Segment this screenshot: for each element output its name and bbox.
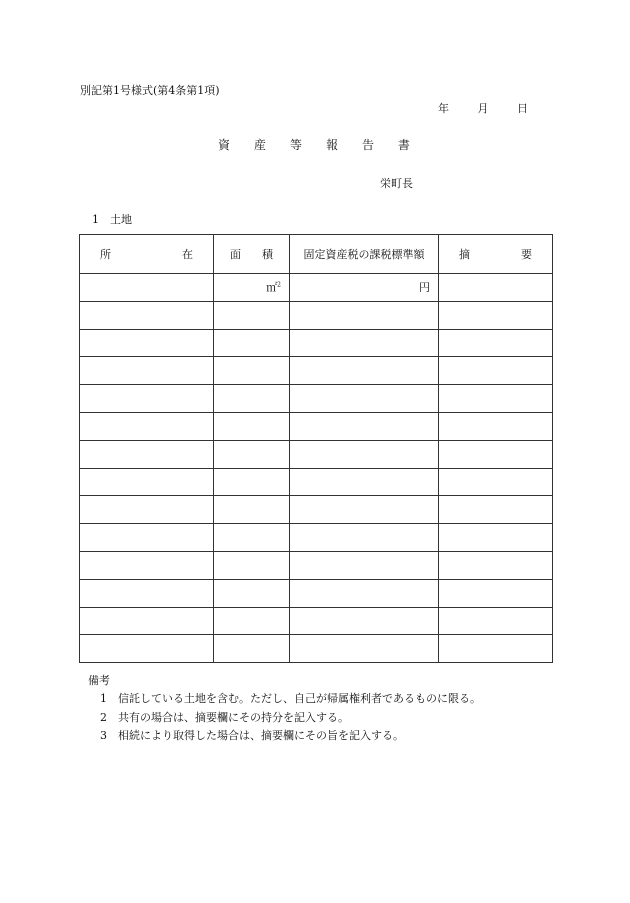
remarks-cell[interactable] — [439, 385, 553, 413]
header-area-char: 積 — [262, 248, 273, 261]
section-heading — [92, 211, 132, 227]
header-tax-base: 固定資産税の課税標準額 — [290, 235, 439, 274]
table-row — [80, 468, 553, 496]
date-year-label: 年 — [438, 102, 449, 115]
table-row — [80, 412, 553, 440]
form-identifier: 別記第1号様式(第4条第1項) — [80, 84, 220, 97]
area-cell[interactable] — [214, 412, 290, 440]
remarks-cell[interactable] — [439, 357, 553, 385]
title-char: 書 — [397, 138, 410, 152]
table-row — [80, 301, 553, 329]
addressee: 栄町長 — [380, 177, 413, 190]
header-remarks — [439, 235, 553, 274]
location-cell[interactable] — [80, 496, 214, 524]
date-month-label: 月 — [477, 102, 489, 115]
location-cell[interactable] — [80, 635, 214, 663]
location-cell[interactable] — [80, 385, 214, 413]
location-cell[interactable] — [80, 274, 214, 302]
table-row — [80, 635, 553, 663]
tax-base-cell[interactable] — [290, 274, 439, 302]
note-number: 2 — [100, 710, 107, 724]
tax-base-cell[interactable] — [290, 357, 439, 385]
header-location-char: 在 — [182, 248, 193, 261]
tax-base-cell[interactable] — [290, 440, 439, 468]
header-remarks-char: 要 — [521, 248, 532, 261]
table-header-row — [80, 235, 553, 274]
table-row — [80, 357, 553, 385]
title-char: 産 — [253, 138, 266, 152]
title-char: 告 — [361, 138, 374, 152]
remarks-cell[interactable] — [439, 274, 553, 302]
tax-base-cell[interactable] — [290, 468, 439, 496]
area-cell[interactable] — [214, 385, 290, 413]
location-cell[interactable] — [80, 301, 214, 329]
table-row — [80, 524, 553, 552]
remarks-cell[interactable] — [439, 440, 553, 468]
remarks-cell[interactable] — [439, 301, 553, 329]
header-location-char: 所 — [100, 248, 111, 261]
date-line — [438, 100, 528, 116]
tax-base-cell[interactable] — [290, 412, 439, 440]
area-cell[interactable] — [214, 496, 290, 524]
area-cell[interactable] — [214, 607, 290, 635]
table-row — [80, 496, 553, 524]
note-number: 3 — [100, 729, 107, 742]
notes-list — [100, 690, 481, 746]
location-cell[interactable] — [80, 579, 214, 607]
area-cell[interactable] — [214, 468, 290, 496]
header-area-char: 面 — [230, 248, 241, 261]
section-number: 1 — [92, 213, 99, 226]
note-text: 相続により取得した場合は、摘要欄にその旨を記入する。 — [118, 729, 404, 742]
table-row — [80, 551, 553, 579]
area-unit: ㎡ — [266, 281, 278, 295]
note-number: 1 — [100, 692, 107, 705]
tax-base-cell[interactable] — [290, 524, 439, 552]
location-cell[interactable] — [80, 329, 214, 357]
table-row — [80, 579, 553, 607]
tax-base-cell[interactable] — [290, 579, 439, 607]
location-cell[interactable] — [80, 440, 214, 468]
note-text: 共有の場合は、摘要欄にその持分を記入する。 — [118, 710, 349, 724]
area-cell[interactable] — [214, 274, 290, 302]
location-cell[interactable] — [80, 607, 214, 635]
note-text: 信託している土地を含む。ただし、自己が帰属権利者であるものに限る。 — [118, 692, 481, 705]
area-cell[interactable] — [214, 524, 290, 552]
area-cell[interactable] — [214, 551, 290, 579]
table-row — [80, 329, 553, 357]
document-title — [218, 136, 410, 153]
remarks-cell[interactable] — [439, 635, 553, 663]
location-cell[interactable] — [80, 357, 214, 385]
area-cell[interactable] — [214, 301, 290, 329]
title-char: 資 — [218, 138, 231, 152]
remarks-cell[interactable] — [439, 412, 553, 440]
area-cell[interactable] — [214, 635, 290, 663]
tax-base-cell[interactable] — [290, 301, 439, 329]
header-area — [214, 235, 290, 274]
area-unit-superscript: 2 — [277, 281, 281, 289]
remarks-cell[interactable] — [439, 496, 553, 524]
area-cell[interactable] — [214, 579, 290, 607]
tax-base-cell[interactable] — [290, 329, 439, 357]
area-cell[interactable] — [214, 357, 290, 385]
table-row — [80, 385, 553, 413]
remarks-cell[interactable] — [439, 329, 553, 357]
title-char: 等 — [289, 138, 302, 152]
location-cell[interactable] — [80, 524, 214, 552]
table-row — [80, 440, 553, 468]
remarks-cell[interactable] — [439, 579, 553, 607]
area-cell[interactable] — [214, 329, 290, 357]
notes-heading: 備考 — [88, 674, 110, 687]
section-label: 土地 — [110, 213, 132, 226]
tax-base-cell[interactable] — [290, 385, 439, 413]
remarks-cell[interactable] — [439, 468, 553, 496]
location-cell[interactable] — [80, 412, 214, 440]
area-cell[interactable] — [214, 440, 290, 468]
tax-base-cell[interactable] — [290, 551, 439, 579]
title-char: 報 — [325, 138, 338, 152]
tax-base-cell[interactable] — [290, 496, 439, 524]
remarks-cell[interactable] — [439, 524, 553, 552]
tax-base-cell[interactable] — [290, 607, 439, 635]
location-cell[interactable] — [80, 468, 214, 496]
remarks-cell[interactable] — [439, 551, 553, 579]
date-day-label: 日 — [517, 102, 528, 115]
remarks-cell[interactable] — [439, 607, 553, 635]
header-remarks-char: 摘 — [459, 248, 470, 261]
tax-unit: 円 — [419, 281, 430, 295]
location-cell[interactable] — [80, 551, 214, 579]
note-item — [100, 690, 481, 709]
header-location — [80, 235, 214, 274]
table-row — [80, 274, 553, 302]
note-item — [100, 709, 481, 728]
land-table — [79, 234, 553, 663]
table-row — [80, 607, 553, 635]
tax-base-cell[interactable] — [290, 635, 439, 663]
note-item — [100, 727, 481, 746]
